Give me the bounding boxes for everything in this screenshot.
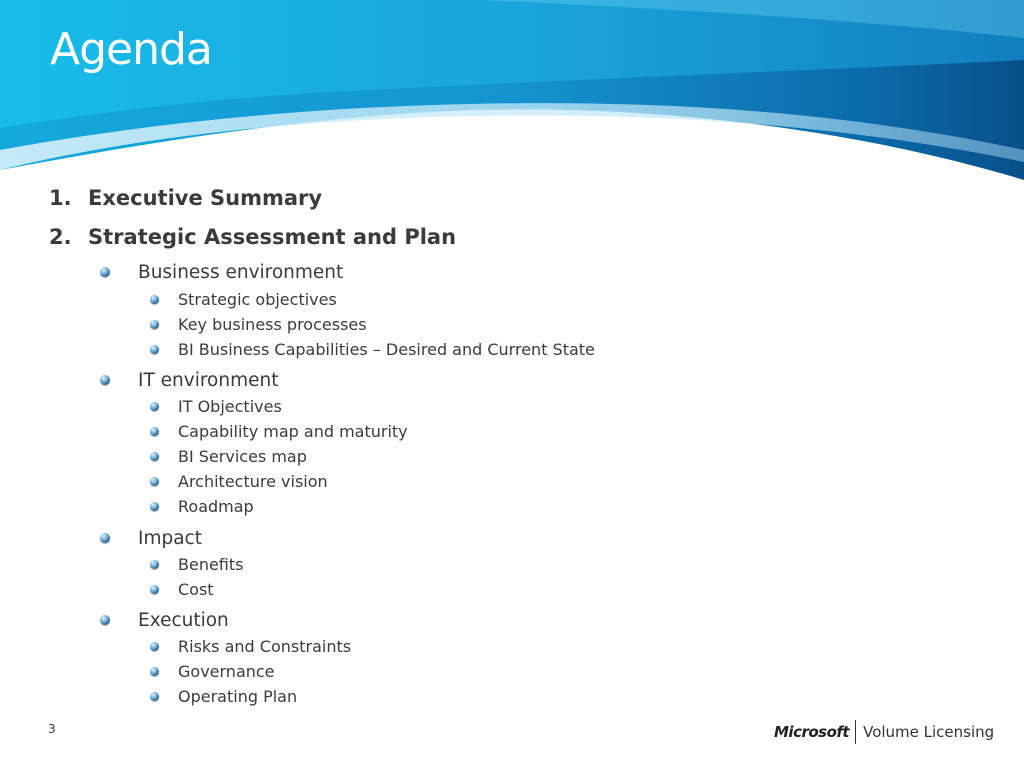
list-item — [150, 471, 328, 493]
item-number: 1. — [49, 186, 72, 210]
agenda-item-strategic-assessment — [49, 225, 456, 253]
agenda-item-executive-summary — [49, 186, 322, 214]
bullet-icon — [150, 477, 159, 486]
item-number: 2. — [49, 225, 72, 249]
bullet-icon — [150, 585, 159, 594]
list-item — [150, 446, 307, 468]
section-it-environment — [100, 368, 278, 394]
bullet-icon — [150, 295, 159, 304]
list-item-label: Architecture vision — [178, 472, 328, 491]
list-item — [150, 579, 214, 601]
list-item — [150, 339, 595, 361]
list-item — [150, 686, 297, 708]
list-item-label: Capability map and maturity — [178, 422, 408, 441]
list-item — [150, 396, 282, 418]
section-business-environment — [100, 260, 343, 286]
list-item — [150, 554, 244, 576]
bullet-icon — [150, 560, 159, 569]
item-label: Strategic Assessment and Plan — [88, 225, 457, 249]
bullet-icon — [100, 533, 110, 543]
bullet-icon — [150, 402, 159, 411]
bullet-icon — [150, 502, 159, 511]
bullet-icon — [100, 267, 110, 277]
list-item-label: IT Objectives — [178, 397, 282, 416]
list-item-label: Key business processes — [178, 315, 367, 334]
bullet-icon — [150, 692, 159, 701]
bullet-icon — [150, 452, 159, 461]
list-item-label: BI Business Capabilities – Desired and Current State — [178, 340, 595, 359]
bullet-icon — [150, 667, 159, 676]
list-item — [150, 496, 254, 518]
list-item-label: Strategic objectives — [178, 290, 337, 309]
list-item — [150, 421, 408, 443]
bullet-icon — [100, 375, 110, 385]
bullet-icon — [150, 427, 159, 436]
list-item — [150, 636, 351, 658]
list-item — [150, 314, 367, 336]
list-item — [150, 289, 337, 311]
list-item-label: BI Services map — [178, 447, 307, 466]
item-label: Executive Summary — [88, 186, 323, 210]
list-item-label: Cost — [178, 580, 214, 599]
list-item-label: Governance — [178, 662, 275, 681]
bullet-icon — [150, 320, 159, 329]
microsoft-wordmark: Microsoft — [774, 723, 850, 741]
microsoft-volume-licensing-logo — [774, 717, 994, 747]
page-number: 3 — [48, 722, 56, 736]
logo-divider — [855, 720, 856, 744]
section-impact — [100, 526, 202, 552]
list-item-label: Roadmap — [178, 497, 254, 516]
bullet-icon — [100, 615, 110, 625]
section-label: Business environment — [138, 262, 344, 283]
list-item-label: Risks and Constraints — [178, 637, 352, 656]
bullet-icon — [150, 345, 159, 354]
bullet-icon — [150, 642, 159, 651]
section-label: Impact — [138, 528, 202, 549]
list-item-label: Benefits — [178, 555, 244, 574]
slide-title: Agenda — [50, 24, 212, 75]
section-label: Execution — [138, 610, 229, 631]
list-item — [150, 661, 275, 683]
volume-licensing-text: Volume Licensing — [863, 723, 995, 741]
section-execution — [100, 608, 229, 634]
section-label: IT environment — [138, 370, 279, 391]
list-item-label: Operating Plan — [178, 687, 298, 706]
